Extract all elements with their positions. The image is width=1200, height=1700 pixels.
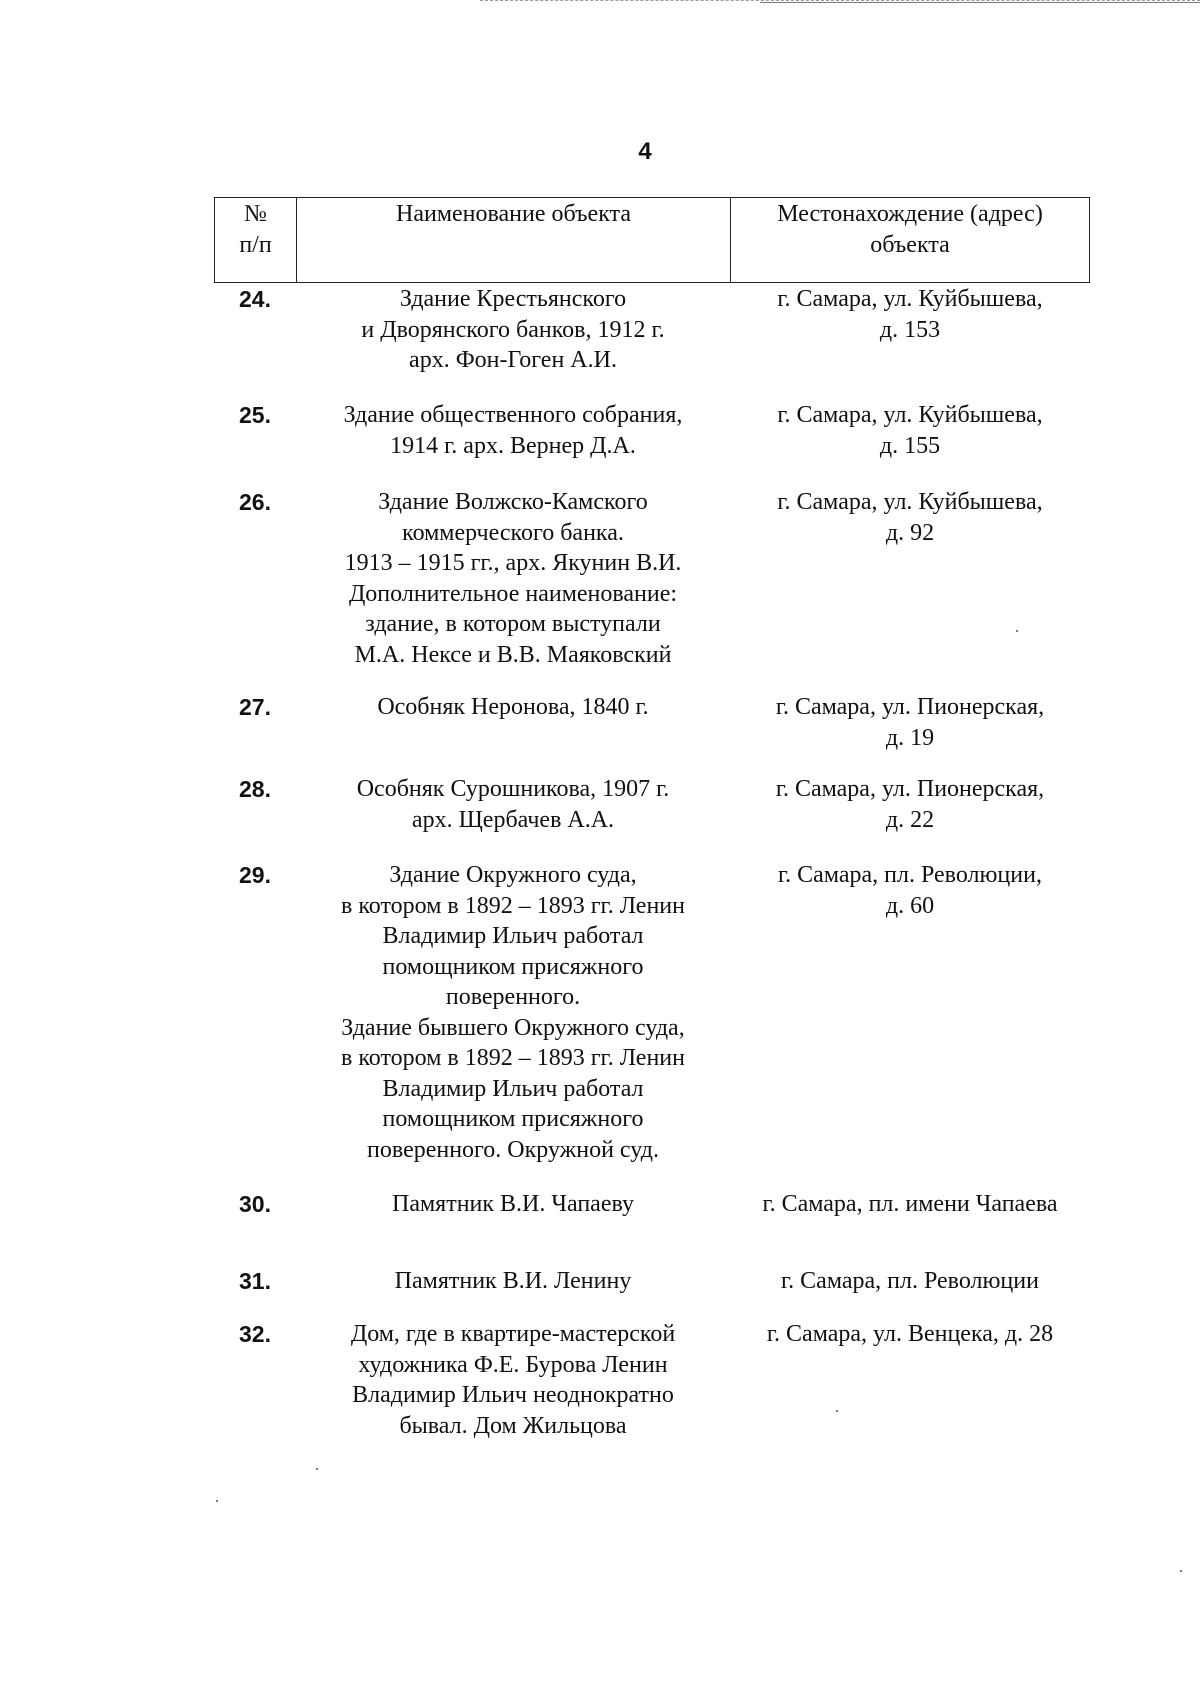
object-name-line: 1914 г. арх. Вернер Д.А. bbox=[390, 432, 636, 459]
row-number: 26. bbox=[239, 489, 271, 515]
object-address bbox=[730, 487, 1090, 670]
header-address-cell bbox=[731, 198, 1089, 282]
object-address bbox=[730, 774, 1090, 835]
object-address-line: г. Самара, пл. имени Чапаева bbox=[762, 1191, 1058, 1217]
row-number: 31. bbox=[239, 1268, 271, 1294]
object-name bbox=[296, 860, 730, 1165]
object-address bbox=[730, 860, 1090, 1165]
object-name-line: Здание бывшего Окружного суда, bbox=[341, 1014, 685, 1041]
object-name-line: Дом, где в квартире-мастерской bbox=[350, 1321, 676, 1347]
object-name-line: коммерческого банка. bbox=[402, 519, 624, 546]
object-address bbox=[730, 1266, 1090, 1297]
object-name-line: арх. Фон-Гоген А.И. bbox=[409, 347, 617, 373]
object-address-line: д. 19 bbox=[885, 724, 935, 751]
object-address-line: г. Самара, ул. Куйбышева, bbox=[777, 286, 1043, 312]
header-number-cell bbox=[215, 198, 297, 282]
object-address-line: д. 153 bbox=[879, 316, 941, 343]
scan-speck bbox=[836, 1410, 838, 1412]
header-number-sublabel: п/п bbox=[239, 232, 272, 258]
object-address bbox=[730, 692, 1090, 753]
object-name bbox=[296, 284, 730, 376]
header-name-cell bbox=[297, 198, 731, 282]
object-name bbox=[296, 1319, 730, 1441]
object-name-line: Владимир Ильич работал bbox=[382, 1075, 644, 1102]
object-address-line: д. 92 bbox=[885, 519, 935, 546]
row-number: 30. bbox=[239, 1191, 271, 1217]
object-name-line: Особняк Сурошникова, 1907 г. bbox=[356, 776, 670, 802]
object-name bbox=[296, 692, 730, 753]
table-row bbox=[214, 487, 1090, 670]
object-address bbox=[730, 1189, 1090, 1220]
object-name-line: Здание общественного собрания, bbox=[343, 402, 683, 428]
table-row bbox=[214, 860, 1090, 1165]
object-address-line: д. 22 bbox=[885, 806, 935, 833]
object-name-line: помощником присяжного bbox=[382, 1106, 644, 1132]
object-name-line: Владимир Ильич работал bbox=[382, 923, 644, 949]
object-name-line: арх. Щербачев А.А. bbox=[411, 806, 615, 833]
object-name bbox=[296, 400, 730, 461]
object-name-line: в котором в 1892 – 1893 гг. Ленин bbox=[341, 1045, 685, 1071]
row-number: 29. bbox=[239, 862, 271, 888]
object-name-line: и Дворянского банков, 1912 г. bbox=[361, 316, 665, 343]
object-address-line: г. Самара, ул. Венцека, д. 28 bbox=[766, 1321, 1054, 1347]
object-address-line: д. 60 bbox=[885, 892, 935, 919]
object-name bbox=[296, 487, 730, 670]
header-name-label: Наименование объекта bbox=[396, 201, 631, 227]
object-address-line: г. Самара, ул. Куйбышева, bbox=[777, 402, 1043, 428]
table-row bbox=[214, 1266, 1090, 1297]
row-number: 27. bbox=[239, 694, 271, 720]
object-address bbox=[730, 400, 1090, 461]
object-name-line: М.А. Нексе и В.В. Маяковский bbox=[354, 641, 672, 668]
object-name-line: художника Ф.Е. Бурова Ленин bbox=[358, 1351, 668, 1378]
scan-speck bbox=[316, 1468, 318, 1470]
page-number: 4 bbox=[638, 138, 652, 165]
scan-edge-line bbox=[760, 2, 1200, 3]
scan-speck bbox=[1180, 1570, 1182, 1572]
object-name-line: Владимир Ильич неоднократно bbox=[352, 1382, 674, 1408]
object-address-line: г. Самара, пл. Революции bbox=[781, 1268, 1039, 1294]
object-name-line: Дополнительное наименование: bbox=[348, 580, 678, 607]
scan-edge-line bbox=[480, 0, 1200, 1]
object-name-line: в котором в 1892 – 1893 гг. Ленин bbox=[341, 892, 685, 919]
table-row bbox=[214, 1319, 1090, 1441]
object-name-line: поверенного. Окружной суд. bbox=[367, 1136, 659, 1163]
table-row bbox=[214, 1189, 1090, 1220]
object-name bbox=[296, 1189, 730, 1220]
object-name-line: здание, в котором выступали bbox=[365, 611, 661, 637]
object-address-line: г. Самара, ул. Куйбышева, bbox=[777, 489, 1043, 515]
scan-speck bbox=[1016, 630, 1018, 632]
object-name-line: поверенного. bbox=[445, 984, 581, 1010]
object-name-line: Особняк Неронова, 1840 г. bbox=[377, 694, 649, 720]
scan-speck bbox=[216, 1500, 218, 1502]
row-number: 32. bbox=[239, 1321, 271, 1347]
table-header bbox=[214, 197, 1090, 283]
object-name-line: Здание Волжско-Камского bbox=[378, 489, 648, 515]
object-name-line: бывал. Дом Жильцова bbox=[399, 1412, 627, 1439]
object-name-line: Памятник В.И. Ленину bbox=[394, 1268, 632, 1294]
object-name-line: Здание Крестьянского bbox=[399, 286, 627, 312]
table-row bbox=[214, 284, 1090, 376]
object-address bbox=[730, 1319, 1090, 1441]
object-address-line: г. Самара, ул. Пионерская, bbox=[775, 776, 1045, 802]
row-number: 28. bbox=[239, 776, 271, 802]
object-address-line: д. 155 bbox=[879, 432, 941, 459]
table-row bbox=[214, 400, 1090, 461]
object-name-line: Памятник В.И. Чапаеву bbox=[392, 1191, 634, 1217]
object-name-line: помощником присяжного bbox=[382, 953, 644, 980]
object-name bbox=[296, 774, 730, 835]
row-number: 24. bbox=[239, 286, 271, 312]
object-address-line: г. Самара, ул. Пионерская, bbox=[775, 694, 1045, 720]
header-address-sublabel: объекта bbox=[870, 232, 950, 258]
object-name bbox=[296, 1266, 730, 1297]
object-name-line: Здание Окружного суда, bbox=[389, 862, 637, 888]
object-address-line: г. Самара, пл. Революции, bbox=[778, 862, 1042, 888]
header-address-label: Местонахождение (адрес) bbox=[777, 201, 1043, 227]
row-number: 25. bbox=[239, 402, 271, 428]
object-name-line: 1913 – 1915 гг., арх. Якунин В.И. bbox=[344, 550, 682, 576]
object-address bbox=[730, 284, 1090, 376]
table-row bbox=[214, 692, 1090, 753]
header-number-label: № bbox=[244, 201, 267, 227]
table-row bbox=[214, 774, 1090, 835]
